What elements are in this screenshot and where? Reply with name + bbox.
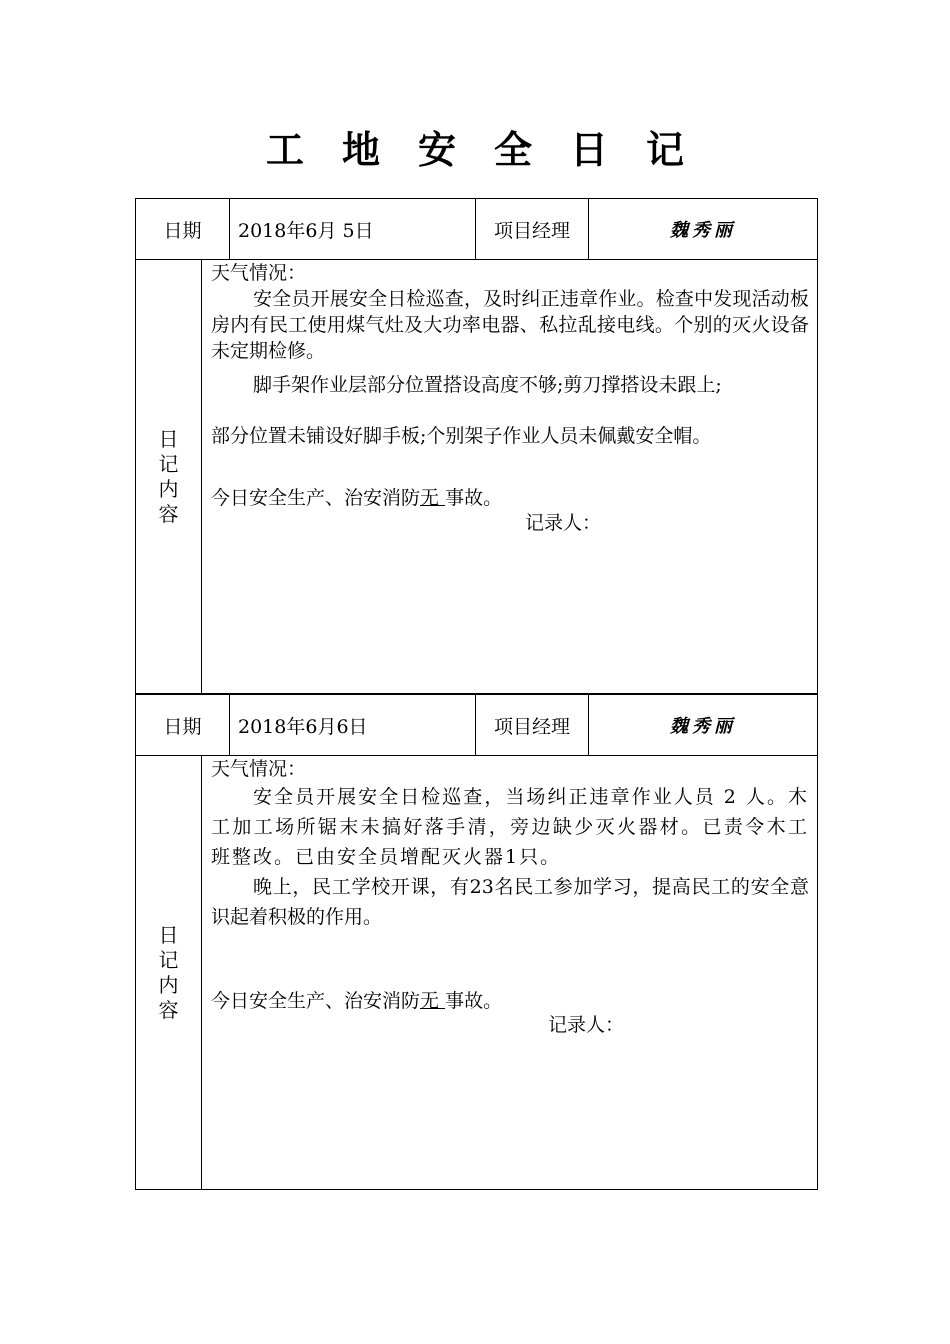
recorder-label: 记录人： <box>548 1014 625 1036</box>
summary-value: 无 <box>420 990 446 1012</box>
entry-body-row <box>136 756 817 1190</box>
content-label: 日记内容 <box>158 922 179 1022</box>
entry-body-row <box>136 260 817 694</box>
diary-entry <box>135 198 818 694</box>
diary-entry <box>135 694 818 1190</box>
scaffold-paragraph: 脚手架作业层部分位置搭设高度不够;剪刀撑搭设未跟上; <box>253 374 722 396</box>
content-label-cell <box>136 260 202 693</box>
summary-line <box>211 485 809 511</box>
recorder-label: 记录人： <box>525 512 602 534</box>
manager-label: 项目经理 <box>476 199 589 259</box>
manager-signature: 魏秀丽 <box>670 716 736 737</box>
diary-content <box>202 756 817 1189</box>
weather-line: 天气情况： <box>211 758 307 780</box>
inspection-paragraph: 安全员开展安全日检巡查，及时纠正违章作业。检查中发现活动板房内有民工使用煤气灶及大功率电器、私拉乱接电线。个别的灭火设备未定期检修。 <box>211 288 809 362</box>
scaffold-paragraph-continued: 部分位置未铺设好脚手板;个别架子作业人员未佩戴安全帽。 <box>211 425 712 447</box>
inspection-paragraph: 安全员开展安全日检巡查，当场纠正违章作业人员 2 人。木工加工场所锯末未搞好落手清，旁边缺少灭火器材。已责令木工班整改。已由安全员增配灭火器1只。 <box>211 786 809 868</box>
content-label: 日记内容 <box>158 426 179 526</box>
summary-suffix: 事故。 <box>445 990 503 1012</box>
summary-suffix: 事故。 <box>445 487 503 509</box>
diary-content <box>202 260 817 693</box>
school-paragraph: 晚上，民工学校开课，有23名民工参加学习，提高民工的安全意识起着积极的作用。 <box>211 876 809 928</box>
summary-prefix: 今日安全生产、治安消防 <box>211 487 421 509</box>
summary-value: 无 <box>420 487 446 509</box>
date-label: 日期 <box>136 199 230 259</box>
content-label-cell <box>136 756 202 1189</box>
date-value: 2018年6月 5日 <box>230 199 476 259</box>
page-title: 工地安全日记 <box>265 128 722 172</box>
manager-label: 项目经理 <box>476 695 589 755</box>
entry-header-row <box>136 695 817 756</box>
summary-prefix: 今日安全生产、治安消防 <box>211 990 421 1012</box>
entry-header-row <box>136 199 817 260</box>
date-label: 日期 <box>136 695 230 755</box>
summary-line <box>211 988 809 1014</box>
weather-line: 天气情况： <box>211 262 307 284</box>
manager-signature: 魏秀丽 <box>670 220 736 241</box>
date-value: 2018年6月6日 <box>230 695 476 755</box>
